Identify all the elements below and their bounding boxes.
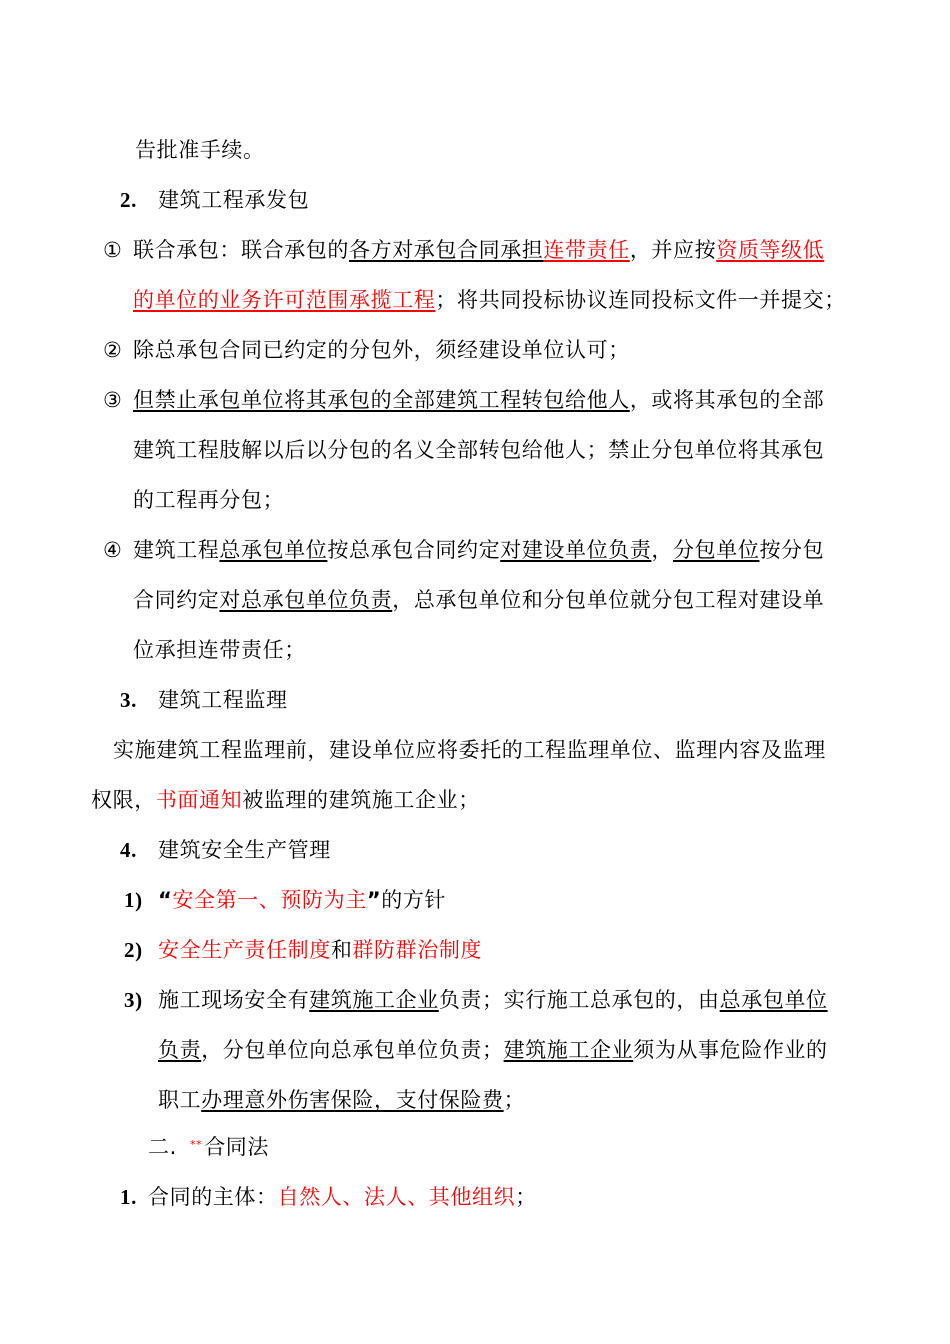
text-line [133,585,824,615]
section-number: 3. [120,688,137,712]
highlighted-text: 书面通知 [155,788,243,812]
item-number: 1) [124,888,143,912]
text-span: 位承担连带责任； [133,638,306,662]
chapter-title: 合同法 [204,1135,270,1159]
section-heading-4 [120,835,331,865]
text-span: ， [651,538,674,562]
text-span: ，总承包单位和分包单位就分包工程对建设单 [392,588,825,612]
list-item-1 [103,235,824,265]
text-line [133,635,306,665]
section-heading-2 [120,185,309,215]
text-line [135,135,265,165]
text-span: ，并应按 [629,238,717,262]
quote-mark: ” [366,888,382,912]
text-span: 的方针 [381,888,447,912]
underlined-text: 建筑施工企业 [309,988,439,1012]
underlined-text: 建筑施工企业 [503,1038,634,1062]
text-span: ；将共同投标协议连同投标文件一并提交； [435,288,846,312]
underlined-text: 但禁止承包单位将其承包的全部建筑工程转包给他人 [133,388,630,412]
highlighted-text: 自然人、法人、其他组织 [277,1185,516,1209]
paragraph-line [91,785,480,815]
section-number: 4. [120,838,137,862]
underlined-text: 办理意外伤害保险，支付保险费 [201,1088,504,1112]
item-number: 3) [124,988,143,1012]
text-span: ； [503,1088,526,1112]
highlighted-text: 安全第一、预防为主 [172,888,367,912]
section-title: 建筑安全生产管理 [158,838,331,862]
underlined-text: 对总承包单位负责 [219,588,393,612]
highlighted-text: 的单位的业务许可范围承揽工程 [133,288,436,312]
text-span: 联合承包：联合承包的 [133,238,349,262]
text-span: 实施建筑工程监理前，建设单位应将委托的工程监理单位、监理内容及监理 [113,738,826,762]
circled-number: ③ [103,388,123,412]
text-line [133,435,824,465]
underlined-text: 对建设单位负责 [500,538,652,562]
section-heading-3 [120,685,288,715]
text-span: 按分包 [759,538,825,562]
section-number: 2. [120,188,137,212]
numbered-item-3 [124,985,828,1015]
numbered-item-2 [124,935,482,965]
highlighted-text: 群防群治制度 [352,938,483,962]
circled-number: ② [103,338,123,362]
numbered-item-1 [124,885,446,915]
star-marker: ** [190,1138,203,1151]
list-item-4 [103,535,824,565]
text-span: 的工程再分包； [133,488,285,512]
text-span: 须为从事危险作业的 [633,1038,828,1062]
chapter-heading [148,1132,269,1162]
item-number: 2) [124,938,143,962]
text-span: 被监理的建筑施工企业； [242,788,480,812]
highlighted-text: 连带责任 [543,238,630,262]
text-line [158,1035,828,1065]
paragraph-line [113,735,826,765]
underlined-text: 总承包单位 [719,988,828,1012]
text-span: 负责；实行施工总承包的，由 [438,988,720,1012]
text-span: ； [515,1185,537,1209]
text-line [133,485,284,515]
list-item-2 [103,335,630,365]
section-title: 建筑工程监理 [158,688,288,712]
text-span: 除总承包合同已约定的分包外，须经建设单位认可； [133,338,630,362]
circled-number: ① [103,238,123,262]
text-span: 按总承包合同约定 [327,538,501,562]
section-heading-contract-1 [120,1182,537,1212]
underlined-text: 各方对承包合同承担 [349,238,544,262]
highlighted-text: 安全生产责任制度 [158,938,331,962]
text-span: ，或将其承包的全部 [629,388,825,412]
list-item-3 [103,385,824,415]
text-span: 告批准手续。 [135,138,265,162]
text-span: 建筑工程肢解以后以分包的名义全部转包给他人；禁止分包单位将其承包 [133,438,825,462]
underlined-text: 负责 [158,1038,202,1062]
circled-number: ④ [103,538,123,562]
text-line [133,285,846,315]
underlined-text: 总承包单位 [219,538,328,562]
text-span: ，分包单位向总承包单位负责； [201,1038,504,1062]
text-span: 职工 [158,1088,202,1112]
text-span: 权限， [91,788,156,812]
chapter-number: 二. [148,1135,177,1159]
text-span: 和 [330,938,353,962]
quote-mark: “ [158,888,173,912]
section-title: 建筑工程承发包 [158,188,310,212]
text-span: 建筑工程 [133,538,220,562]
section-number: 1. [120,1185,137,1209]
underlined-text: 分包单位 [673,538,760,562]
text-span: 合同的主体： [148,1185,278,1209]
highlighted-text: 资质等级低 [716,238,825,262]
text-span: 施工现场安全有 [158,988,310,1012]
text-line [158,1085,525,1115]
text-span: 合同约定 [133,588,220,612]
